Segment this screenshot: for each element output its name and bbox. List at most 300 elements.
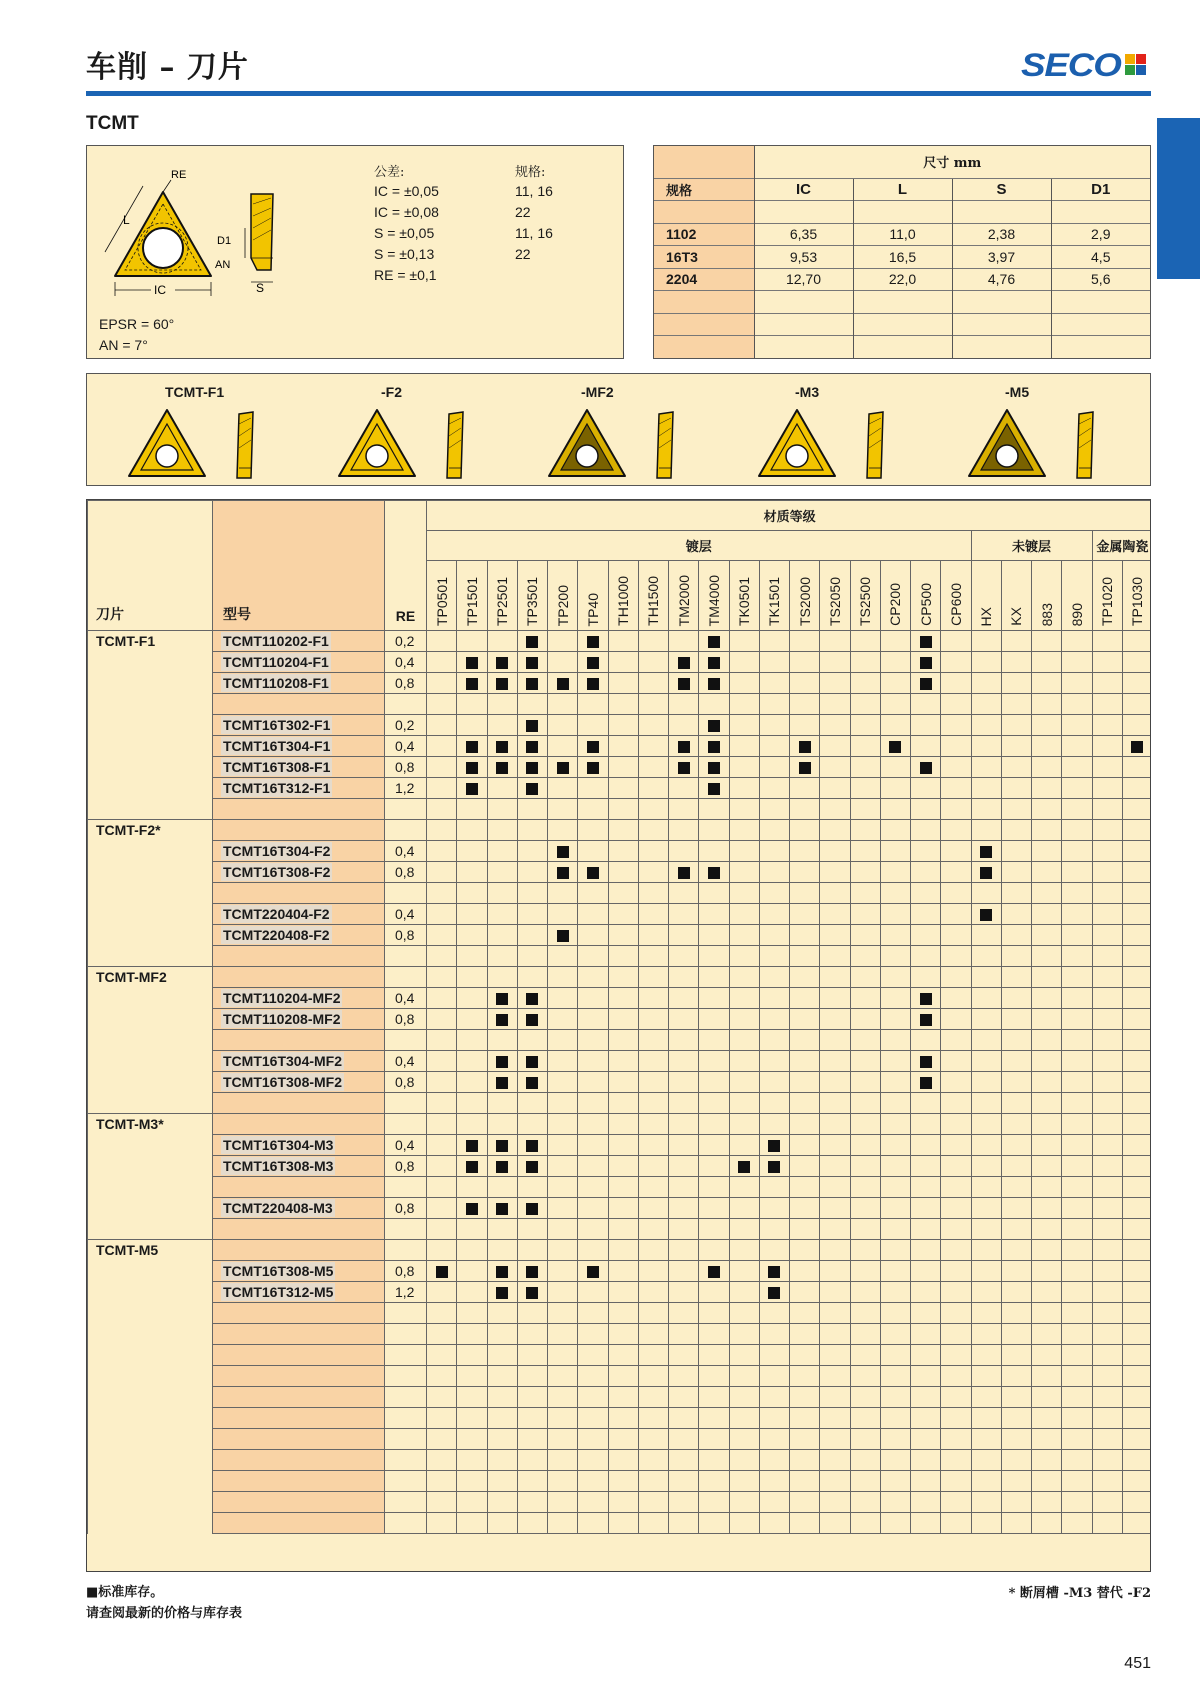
model-code: TCMT110204-F1 bbox=[223, 654, 329, 670]
spacer-row bbox=[88, 883, 1152, 904]
grade-cell bbox=[911, 1114, 941, 1135]
grade-cell bbox=[1032, 1135, 1062, 1156]
grade-cell bbox=[638, 652, 668, 673]
grade-cell bbox=[1032, 1429, 1062, 1450]
grade-cell bbox=[911, 841, 941, 862]
grade-cell bbox=[608, 1513, 638, 1534]
stock-mark-icon bbox=[708, 720, 720, 732]
grade-cell bbox=[880, 1429, 910, 1450]
grade-cell bbox=[850, 1387, 880, 1408]
grade-cell bbox=[941, 1345, 971, 1366]
grade-cell bbox=[790, 1366, 820, 1387]
grade-cell bbox=[971, 1513, 1001, 1534]
grade-cell bbox=[1062, 1240, 1092, 1261]
grade-cell bbox=[790, 1303, 820, 1324]
grade-cell bbox=[850, 1114, 880, 1135]
footnote: * 断屑槽 -M3 替代 -F2 bbox=[1008, 1586, 1151, 1601]
grade-cell bbox=[880, 1051, 910, 1072]
grade-cell bbox=[790, 1135, 820, 1156]
grade-cell bbox=[578, 715, 608, 736]
grade-cell bbox=[669, 1030, 699, 1051]
grade-cell bbox=[790, 631, 820, 652]
grade-cell bbox=[820, 925, 850, 946]
stock-mark-icon bbox=[587, 1266, 599, 1278]
grade-cell bbox=[880, 1450, 910, 1471]
model-code: TCMT16T304-MF2 bbox=[223, 1053, 343, 1069]
grade-cell bbox=[669, 1387, 699, 1408]
dimensions-panel bbox=[653, 145, 1151, 359]
grade-column-header bbox=[759, 561, 789, 631]
grade-cell bbox=[578, 862, 608, 883]
chipbreaker-item bbox=[717, 374, 930, 487]
model-code: TCMT16T308-F2 bbox=[223, 864, 331, 880]
grade-cell bbox=[759, 1366, 789, 1387]
grade-cell bbox=[427, 1219, 457, 1240]
re-cell bbox=[385, 1324, 427, 1345]
grade-cell bbox=[517, 1450, 547, 1471]
grade-cell bbox=[638, 1177, 668, 1198]
grade-cell bbox=[820, 1156, 850, 1177]
grade-cell bbox=[1062, 1198, 1092, 1219]
grade-cell bbox=[457, 1114, 487, 1135]
grade-cell bbox=[1062, 1366, 1092, 1387]
grade-cell bbox=[517, 1030, 547, 1051]
grade-name: TH1500 bbox=[645, 576, 662, 626]
grade-cell bbox=[1001, 1387, 1031, 1408]
grade-cell bbox=[759, 652, 789, 673]
grade-cell bbox=[880, 799, 910, 820]
grade-cell bbox=[669, 820, 699, 841]
grade-cell bbox=[1032, 1387, 1062, 1408]
grade-cell bbox=[457, 1219, 487, 1240]
grade-cell bbox=[1062, 967, 1092, 988]
grade-cell bbox=[880, 1114, 910, 1135]
grade-cell bbox=[578, 631, 608, 652]
grade-cell bbox=[487, 736, 517, 757]
grade-cell bbox=[1092, 925, 1122, 946]
grade-cell bbox=[729, 1345, 759, 1366]
chipbreaker-label: TCMT-F1 bbox=[165, 384, 225, 400]
grade-cell bbox=[487, 1366, 517, 1387]
grade-cell bbox=[759, 1324, 789, 1345]
grade-cell bbox=[941, 1303, 971, 1324]
model-cell bbox=[213, 1261, 385, 1282]
model-cell bbox=[213, 673, 385, 694]
grade-cell bbox=[1092, 862, 1122, 883]
grade-name: TK0501 bbox=[736, 576, 753, 626]
grade-cell bbox=[790, 883, 820, 904]
grade-cell bbox=[669, 946, 699, 967]
grade-cell bbox=[820, 1114, 850, 1135]
grade-cell bbox=[790, 1513, 820, 1534]
grade-cell bbox=[729, 1093, 759, 1114]
grade-cell bbox=[880, 1156, 910, 1177]
grade-cell bbox=[1122, 1450, 1151, 1471]
grade-cell bbox=[669, 673, 699, 694]
grade-cell bbox=[820, 1219, 850, 1240]
grade-cell bbox=[487, 673, 517, 694]
model-code: TCMT16T302-F1 bbox=[223, 717, 331, 733]
spacer-row bbox=[88, 1114, 1152, 1135]
grade-cell bbox=[1001, 715, 1031, 736]
re-cell bbox=[385, 883, 427, 904]
grade-column-header bbox=[608, 561, 638, 631]
grade-cell bbox=[427, 1030, 457, 1051]
grade-cell bbox=[1062, 820, 1092, 841]
grade-cell bbox=[1032, 1303, 1062, 1324]
spec-label: 规格: bbox=[515, 165, 546, 180]
grade-cell bbox=[548, 1492, 578, 1513]
grade-cell bbox=[759, 778, 789, 799]
grade-name: TP1020 bbox=[1099, 576, 1116, 626]
grade-cell bbox=[457, 1303, 487, 1324]
grade-cell bbox=[850, 652, 880, 673]
grade-cell bbox=[548, 1513, 578, 1534]
grade-cell bbox=[729, 1240, 759, 1261]
grade-cell bbox=[1032, 1093, 1062, 1114]
grade-cell bbox=[608, 1282, 638, 1303]
grade-cell bbox=[1062, 1324, 1092, 1345]
grade-cell bbox=[548, 1114, 578, 1135]
grade-cell bbox=[820, 736, 850, 757]
grade-cell bbox=[699, 1177, 729, 1198]
grade-cell bbox=[759, 673, 789, 694]
re-cell: 0,4 bbox=[385, 652, 427, 673]
grade-cell bbox=[457, 1135, 487, 1156]
grade-cell bbox=[669, 1450, 699, 1471]
grade-cell bbox=[578, 1450, 608, 1471]
grade-cell bbox=[699, 1282, 729, 1303]
grade-cell bbox=[1032, 1261, 1062, 1282]
stock-mark-icon bbox=[526, 636, 538, 648]
grade-cell bbox=[850, 1072, 880, 1093]
grade-cell bbox=[1092, 1198, 1122, 1219]
grade-cell bbox=[1032, 1114, 1062, 1135]
grade-cell bbox=[608, 799, 638, 820]
grade-cell bbox=[820, 1450, 850, 1471]
insert-shape-icon bbox=[117, 404, 317, 484]
grade-cell bbox=[1062, 946, 1092, 967]
grade-cell bbox=[759, 715, 789, 736]
grade-row bbox=[88, 778, 1152, 799]
spacer-row bbox=[88, 1324, 1152, 1345]
grade-cell bbox=[759, 883, 789, 904]
grade-cell bbox=[578, 820, 608, 841]
tolerance-label: 公差: bbox=[374, 165, 405, 180]
grade-cell bbox=[517, 1219, 547, 1240]
grade-cell bbox=[457, 1492, 487, 1513]
stock-mark-icon bbox=[708, 636, 720, 648]
stock-mark-icon bbox=[526, 1056, 538, 1068]
grade-cell bbox=[548, 778, 578, 799]
grade-cell bbox=[941, 1177, 971, 1198]
grade-cell bbox=[850, 988, 880, 1009]
grade-cell bbox=[1092, 1345, 1122, 1366]
grade-cell bbox=[941, 1261, 971, 1282]
re-cell bbox=[385, 820, 427, 841]
grade-cell bbox=[487, 1324, 517, 1345]
grade-cell bbox=[548, 631, 578, 652]
grade-cell bbox=[1001, 1345, 1031, 1366]
grade-cell bbox=[820, 652, 850, 673]
grade-cell bbox=[1062, 799, 1092, 820]
grade-cell bbox=[638, 904, 668, 925]
grade-cell bbox=[608, 736, 638, 757]
grade-cell bbox=[790, 841, 820, 862]
spacer-row bbox=[88, 967, 1152, 988]
grade-cell bbox=[1032, 820, 1062, 841]
stock-mark-icon bbox=[920, 1077, 932, 1089]
dim-col-header: IC bbox=[754, 178, 853, 200]
grade-cell bbox=[548, 904, 578, 925]
grade-cell bbox=[759, 736, 789, 757]
insert-type-label: TCMT-M3* bbox=[88, 1114, 213, 1240]
grade-cell bbox=[941, 778, 971, 799]
grade-cell bbox=[729, 757, 759, 778]
tolerance-item: IC = ±0,05 bbox=[374, 183, 439, 199]
grade-cell bbox=[1122, 1282, 1151, 1303]
dim-col-header: D1 bbox=[1051, 178, 1150, 200]
grade-cell bbox=[1092, 736, 1122, 757]
grade-cell bbox=[1062, 1492, 1092, 1513]
grade-cell bbox=[1001, 1513, 1031, 1534]
grade-cell bbox=[759, 925, 789, 946]
re-cell: 0,8 bbox=[385, 673, 427, 694]
grade-cell bbox=[427, 1240, 457, 1261]
grade-row bbox=[88, 1072, 1152, 1093]
grade-cell bbox=[548, 1345, 578, 1366]
grade-cell bbox=[427, 1429, 457, 1450]
model-cell bbox=[213, 946, 385, 967]
grade-cell bbox=[729, 1114, 759, 1135]
grade-cell bbox=[729, 715, 759, 736]
grade-cell bbox=[1122, 1051, 1151, 1072]
grade-cell bbox=[1092, 1261, 1122, 1282]
grade-cell bbox=[1001, 904, 1031, 925]
grade-cell bbox=[1032, 757, 1062, 778]
re-cell bbox=[385, 1429, 427, 1450]
grade-cell bbox=[457, 946, 487, 967]
grade-cell bbox=[699, 694, 729, 715]
grade-cell bbox=[578, 904, 608, 925]
dim-value: 12,70 bbox=[754, 268, 853, 290]
grade-cell bbox=[638, 1429, 668, 1450]
re-cell: 0,4 bbox=[385, 736, 427, 757]
grade-cell bbox=[1122, 820, 1151, 841]
grade-cell bbox=[578, 1345, 608, 1366]
grade-cell bbox=[548, 946, 578, 967]
grade-cell bbox=[457, 1408, 487, 1429]
grade-cell bbox=[759, 1429, 789, 1450]
model-code: TCMT110208-F1 bbox=[223, 675, 329, 691]
grade-cell bbox=[941, 1513, 971, 1534]
grade-cell bbox=[699, 1303, 729, 1324]
grade-cell bbox=[941, 1366, 971, 1387]
dim-group-header: 尺寸 mm bbox=[754, 146, 1150, 178]
re-cell: 0,8 bbox=[385, 925, 427, 946]
grade-cell bbox=[1032, 673, 1062, 694]
grade-cell bbox=[1062, 631, 1092, 652]
grade-cell bbox=[487, 799, 517, 820]
model-cell bbox=[213, 1324, 385, 1345]
grade-cell bbox=[699, 1240, 729, 1261]
grade-cell bbox=[759, 1114, 789, 1135]
grade-cell bbox=[941, 1156, 971, 1177]
grade-cell bbox=[790, 1114, 820, 1135]
grade-cell bbox=[759, 1471, 789, 1492]
grade-cell bbox=[941, 736, 971, 757]
grade-cell bbox=[1001, 736, 1031, 757]
grade-cell bbox=[517, 1009, 547, 1030]
grade-column-header bbox=[1032, 561, 1062, 631]
grade-cell bbox=[790, 988, 820, 1009]
header-rule bbox=[86, 91, 1151, 96]
grade-cell bbox=[941, 1408, 971, 1429]
grade-cell bbox=[638, 1387, 668, 1408]
grade-cell bbox=[850, 715, 880, 736]
grade-column-header bbox=[729, 561, 759, 631]
grade-cell bbox=[820, 1282, 850, 1303]
grade-cell bbox=[1032, 883, 1062, 904]
grade-cell bbox=[850, 631, 880, 652]
grade-cell bbox=[790, 1072, 820, 1093]
grade-cell bbox=[487, 1093, 517, 1114]
grade-cell bbox=[820, 631, 850, 652]
stock-mark-icon bbox=[466, 1203, 478, 1215]
grade-cell bbox=[941, 1135, 971, 1156]
grade-cell bbox=[820, 1345, 850, 1366]
grade-cell bbox=[971, 1366, 1001, 1387]
spacer-row bbox=[88, 1492, 1152, 1513]
grade-name: CP200 bbox=[887, 583, 904, 626]
grade-cell bbox=[457, 1177, 487, 1198]
grade-cell bbox=[427, 1450, 457, 1471]
grade-cell bbox=[880, 988, 910, 1009]
grade-cell bbox=[820, 757, 850, 778]
stock-mark-icon bbox=[587, 762, 599, 774]
grade-cell bbox=[850, 925, 880, 946]
grade-name: TM4000 bbox=[705, 574, 722, 626]
d1-label: D1 bbox=[217, 235, 232, 247]
re-cell bbox=[385, 1030, 427, 1051]
grade-cell bbox=[1062, 904, 1092, 925]
re-cell bbox=[385, 1492, 427, 1513]
grade-cell bbox=[548, 1072, 578, 1093]
grade-cell bbox=[971, 1030, 1001, 1051]
grade-cell bbox=[457, 841, 487, 862]
model-code: TCMT16T312-F1 bbox=[223, 780, 331, 796]
insert-family-title: TCMT bbox=[86, 113, 139, 134]
grade-cell bbox=[911, 1324, 941, 1345]
grade-cell bbox=[820, 988, 850, 1009]
grade-cell bbox=[941, 1282, 971, 1303]
grade-cell bbox=[729, 1219, 759, 1240]
grade-cell bbox=[880, 1072, 910, 1093]
grade-cell bbox=[548, 1156, 578, 1177]
grade-cell bbox=[850, 1240, 880, 1261]
page-number: 451 bbox=[1124, 1655, 1151, 1672]
grade-cell bbox=[517, 1492, 547, 1513]
grade-cell bbox=[1122, 694, 1151, 715]
grade-cell bbox=[1122, 715, 1151, 736]
grade-name: CP600 bbox=[947, 583, 964, 626]
grade-cell bbox=[971, 1072, 1001, 1093]
grade-cell bbox=[517, 778, 547, 799]
grade-cell bbox=[578, 1408, 608, 1429]
grade-cell bbox=[850, 1303, 880, 1324]
stock-mark-icon bbox=[526, 993, 538, 1005]
grade-cell bbox=[941, 1324, 971, 1345]
grade-cell bbox=[669, 862, 699, 883]
grade-cell bbox=[1062, 694, 1092, 715]
grade-cell bbox=[790, 1345, 820, 1366]
re-cell: 1,2 bbox=[385, 1282, 427, 1303]
grade-cell bbox=[911, 1282, 941, 1303]
re-cell: 0,8 bbox=[385, 1261, 427, 1282]
grade-cell bbox=[1092, 1408, 1122, 1429]
chipbreaker-panel bbox=[86, 373, 1151, 486]
grade-cell bbox=[850, 1492, 880, 1513]
grade-cell bbox=[729, 946, 759, 967]
grade-cell bbox=[487, 925, 517, 946]
grade-cell bbox=[941, 967, 971, 988]
grade-cell bbox=[1062, 841, 1092, 862]
grade-cell bbox=[790, 1156, 820, 1177]
grade-cell bbox=[517, 1261, 547, 1282]
grade-cell bbox=[790, 1429, 820, 1450]
spec-item: 22 bbox=[515, 246, 531, 262]
grade-cell bbox=[1032, 631, 1062, 652]
grade-cell bbox=[487, 988, 517, 1009]
grade-column-header bbox=[1092, 561, 1122, 631]
stock-mark-icon bbox=[526, 762, 538, 774]
grade-cell bbox=[1122, 1366, 1151, 1387]
grade-cell bbox=[971, 1051, 1001, 1072]
page-title: 车削 – 刀片 bbox=[86, 50, 249, 85]
grade-cell bbox=[1032, 1030, 1062, 1051]
grade-cell bbox=[1122, 862, 1151, 883]
grade-cell bbox=[911, 736, 941, 757]
grade-cell bbox=[911, 1093, 941, 1114]
grade-cell bbox=[1001, 1219, 1031, 1240]
grade-cell bbox=[880, 715, 910, 736]
grade-cell bbox=[911, 1408, 941, 1429]
grade-cell bbox=[669, 1408, 699, 1429]
model-code: TCMT110204-MF2 bbox=[223, 990, 341, 1006]
grade-cell bbox=[1001, 1429, 1031, 1450]
model-cell bbox=[213, 820, 385, 841]
grade-name: HX bbox=[978, 606, 995, 626]
grade-cell bbox=[759, 1450, 789, 1471]
grade-cell bbox=[790, 1030, 820, 1051]
grade-cell bbox=[1122, 1324, 1151, 1345]
grade-cell bbox=[1001, 1261, 1031, 1282]
model-cell bbox=[213, 778, 385, 799]
grade-cell bbox=[1032, 1450, 1062, 1471]
grade-cell bbox=[578, 1303, 608, 1324]
grade-cell bbox=[578, 1072, 608, 1093]
grade-cell bbox=[911, 715, 941, 736]
grade-cell bbox=[578, 673, 608, 694]
grade-cell bbox=[790, 862, 820, 883]
insert-type-label: TCMT-MF2 bbox=[88, 967, 213, 1114]
grade-cell bbox=[608, 757, 638, 778]
grade-cell bbox=[971, 967, 1001, 988]
grade-name: TH1000 bbox=[615, 576, 632, 626]
grade-cell bbox=[820, 799, 850, 820]
grade-cell bbox=[578, 925, 608, 946]
grade-cell bbox=[669, 1135, 699, 1156]
